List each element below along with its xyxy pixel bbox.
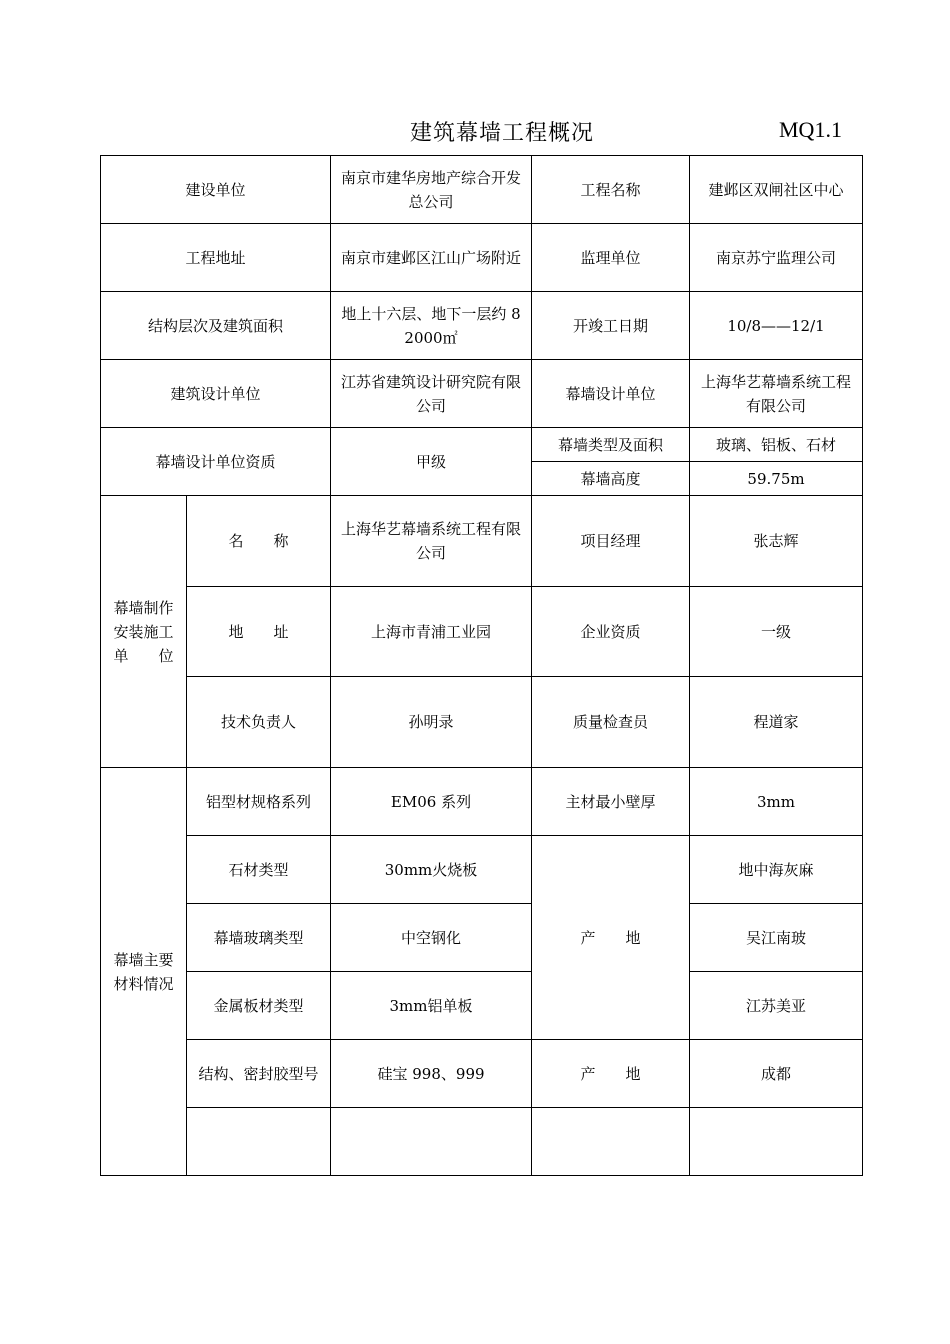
installer-name-label: 名 称 <box>187 496 331 587</box>
origin-label: 产 地 <box>532 1040 690 1108</box>
table-row <box>101 904 863 972</box>
materials-group-label: 幕墙主要材料情况 <box>101 768 187 1176</box>
supervisor-label: 监理单位 <box>532 224 690 292</box>
enterprise-grade-label: 企业资质 <box>532 587 690 677</box>
qualification-value: 甲级 <box>331 428 532 496</box>
form-code: MQ1.1 <box>779 117 842 142</box>
quality-inspector-value: 程道家 <box>690 677 863 768</box>
material-value: EM06 系列 <box>331 768 532 836</box>
wall-type-value: 玻璃、铝板、石材 <box>690 428 863 462</box>
origin-value: 江苏美亚 <box>690 972 863 1040</box>
qualification-label: 幕墙设计单位资质 <box>101 428 331 496</box>
installer-address-label: 地 址 <box>187 587 331 677</box>
table-row <box>101 768 863 836</box>
table-row <box>101 292 863 360</box>
empty-cell <box>532 1108 690 1176</box>
table-row <box>101 496 863 587</box>
origin-value: 成都 <box>690 1040 863 1108</box>
material-value: 30mm火烧板 <box>331 836 532 904</box>
material-label: 石材类型 <box>187 836 331 904</box>
material-value: 硅宝 998、999 <box>331 1040 532 1108</box>
empty-cell <box>187 1108 331 1176</box>
address-label: 工程地址 <box>101 224 331 292</box>
material-label: 幕墙玻璃类型 <box>187 904 331 972</box>
project-name-label: 工程名称 <box>532 156 690 224</box>
build-unit-value: 南京市建华房地产综合开发总公司 <box>331 156 532 224</box>
wall-height-value: 59.75m <box>690 462 863 496</box>
table-row <box>101 677 863 768</box>
installer-name-value: 上海华艺幕墙系统工程有限公司 <box>331 496 532 587</box>
origin-value: 吴江南玻 <box>690 904 863 972</box>
material-label: 结构、密封胶型号 <box>187 1040 331 1108</box>
material-label: 金属板材类型 <box>187 972 331 1040</box>
empty-cell <box>690 1108 863 1176</box>
material-value: 3mm铝单板 <box>331 972 532 1040</box>
origin-value: 地中海灰麻 <box>690 836 863 904</box>
structure-label: 结构层次及建筑面积 <box>101 292 331 360</box>
quality-inspector-label: 质量检查员 <box>532 677 690 768</box>
project-manager-value: 张志辉 <box>690 496 863 587</box>
material-label: 铝型材规格系列 <box>187 768 331 836</box>
table-row <box>101 587 863 677</box>
wall-design-value: 上海华艺幕墙系统工程有限公司 <box>690 360 863 428</box>
build-unit-label: 建设单位 <box>101 156 331 224</box>
tech-lead-label: 技术负责人 <box>187 677 331 768</box>
wall-height-label: 幕墙高度 <box>532 462 690 496</box>
table-row <box>101 972 863 1040</box>
min-wall-thickness-label: 主材最小壁厚 <box>532 768 690 836</box>
arch-design-label: 建筑设计单位 <box>101 360 331 428</box>
table-row <box>101 224 863 292</box>
wall-design-label: 幕墙设计单位 <box>532 360 690 428</box>
table-row <box>101 1040 863 1108</box>
table-row <box>101 836 863 904</box>
dates-label: 开竣工日期 <box>532 292 690 360</box>
table-row <box>101 360 863 428</box>
min-wall-thickness-value: 3mm <box>690 768 863 836</box>
arch-design-value: 江苏省建筑设计研究院有限公司 <box>331 360 532 428</box>
installer-address-value: 上海市青浦工业园 <box>331 587 532 677</box>
empty-cell <box>331 1108 532 1176</box>
address-value: 南京市建邺区江山广场附近 <box>331 224 532 292</box>
supervisor-value: 南京苏宁监理公司 <box>690 224 863 292</box>
origin-label: 产 地 <box>532 836 690 1040</box>
material-value: 中空钢化 <box>331 904 532 972</box>
wall-type-label: 幕墙类型及面积 <box>532 428 690 462</box>
table-row <box>101 156 863 224</box>
project-name-value: 建邺区双闸社区中心 <box>690 156 863 224</box>
table-row <box>101 1108 863 1176</box>
tech-lead-value: 孙明录 <box>331 677 532 768</box>
dates-value: 10/8——12/1 <box>690 292 863 360</box>
structure-value: 地上十六层、地下一层约 82000㎡ <box>331 292 532 360</box>
table-row <box>101 428 863 462</box>
installer-group-label: 幕墙制作安装施工单 位 <box>101 496 187 768</box>
curtain-wall-overview-table <box>100 155 863 1176</box>
enterprise-grade-value: 一级 <box>690 587 863 677</box>
project-manager-label: 项目经理 <box>532 496 690 587</box>
page-title: 建筑幕墙工程概况 <box>410 121 595 146</box>
